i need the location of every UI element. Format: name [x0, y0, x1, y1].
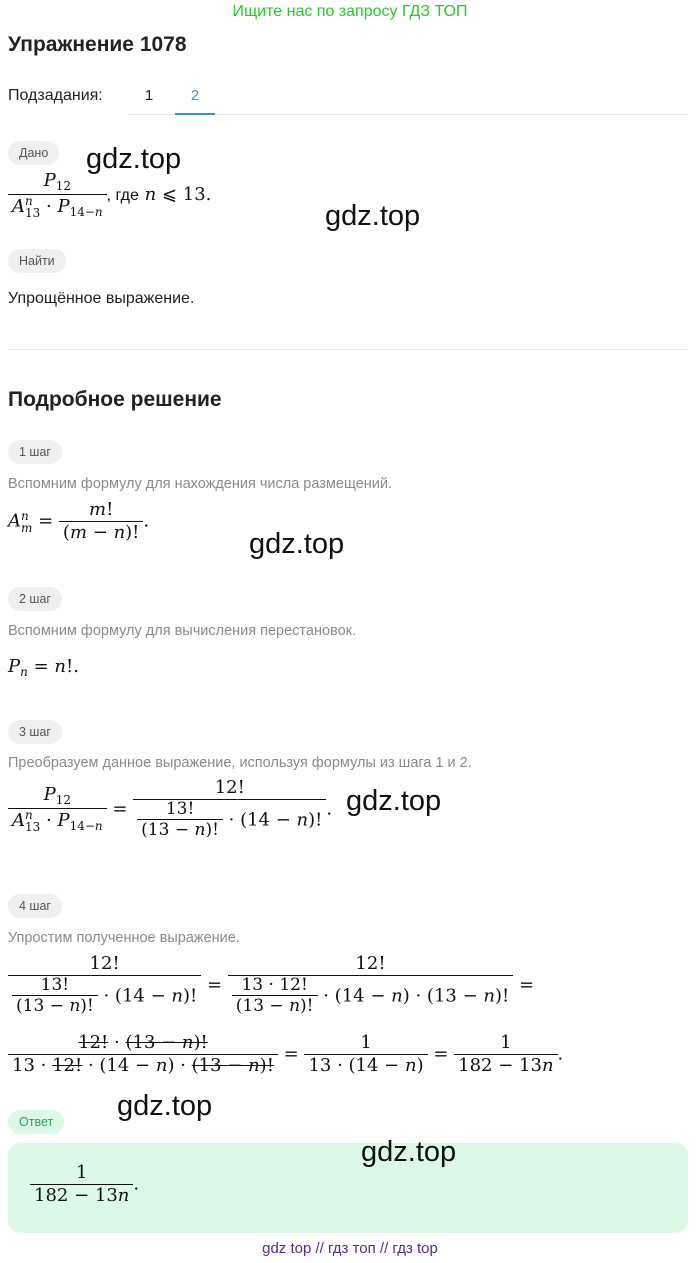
step-4-formula-line-1: 12! $\frac{13!}{(13 - n)!}$ · (14 − n)! = 12! $\frac{13 \cdot 12!}{(13 - n)!}$ · (14 − n) · (13 − n)! = — [8, 954, 534, 1017]
step-3-formula: $P_{12}$ A n 13 · $P_{14-n}$ = 12! $\frac{13!}{(13 - n)!}$ · (14 − n)! . — [8, 778, 332, 841]
given-expression: $P_{12}$ A n 13 · $P_{14-n}$ , где n ⩽ 13. — [8, 171, 211, 219]
step-4-text: Упростим полученное выражение. — [8, 930, 240, 946]
answer-badge: Ответ — [8, 1110, 64, 1134]
find-text: Упрощённое выражение. — [8, 290, 195, 307]
step-1-badge: 1 шаг — [8, 440, 62, 464]
footer-links[interactable]: gdz top // гдз топ // гдз top — [262, 1240, 438, 1257]
watermark: gdz.top — [117, 1090, 213, 1122]
step-2-badge: 2 шаг — [8, 587, 62, 611]
step-2-formula: $P_n = n$!. — [8, 656, 79, 679]
promo-banner: Ищите нас по запросу ГДЗ ТОП — [232, 3, 468, 20]
subtasks-label: Подзадания: — [8, 87, 103, 104]
watermark: gdz.top — [325, 200, 421, 232]
answer-badge-wrap — [8, 1110, 64, 1134]
step-2-badge-wrap — [8, 587, 62, 611]
watermark: gdz.top — [86, 143, 182, 175]
step-3-badge: 3 шаг — [8, 720, 62, 744]
subtask-tab-2[interactable]: 2 — [190, 87, 200, 104]
answer-formula: $\frac{1}{182 - 13n}$ . — [30, 1163, 139, 1206]
given-where-text: , где — [106, 187, 139, 205]
step-1-badge-wrap — [8, 440, 62, 464]
given-badge-wrap — [8, 141, 59, 165]
step-3-text: Преобразуем данное выражение, используя формулы из шага 1 и 2. — [8, 755, 472, 771]
find-badge-wrap — [8, 249, 66, 273]
subtask-tab-1[interactable]: 1 — [144, 87, 154, 104]
given-condition: 13. — [182, 184, 212, 206]
solution-title: Подробное решение — [8, 388, 222, 411]
step-4-formula-line-2: $\frac{12! \cdot (13 - n)!}{13 \cdot 12! \cdot (14 - n) \cdot (13 - n)!}$ = $\frac{1}{13 \cdot (14 - n)}$ = $\frac{1}{182 - 13n}$ . — [8, 1033, 563, 1076]
watermark: gdz.top — [361, 1136, 457, 1168]
find-badge: Найти — [8, 249, 66, 273]
watermark: gdz.top — [249, 528, 345, 560]
step-4-badge-wrap — [8, 894, 62, 918]
step-1-fraction: $\frac{m!}{(m - n)!}$ — [59, 500, 144, 543]
step-2-text: Вспомним формулу для вычисления перестановок. — [8, 623, 356, 639]
page-title: Упражнение 1078 — [8, 33, 187, 56]
step-1-formula: A n m = $\frac{m!}{(m - n)!}$ . — [8, 499, 150, 543]
active-tab-indicator — [175, 113, 215, 115]
given-fraction: $P_{12}$ A n 13 · $P_{14-n}$ — [8, 171, 107, 219]
section-divider — [8, 349, 688, 350]
given-badge: Дано — [8, 141, 59, 165]
watermark: gdz.top — [346, 785, 442, 817]
step-1-text: Вспомним формулу для нахождения числа размещений. — [8, 476, 393, 492]
step-4-badge: 4 шаг — [8, 894, 62, 918]
step-3-badge-wrap — [8, 720, 62, 744]
